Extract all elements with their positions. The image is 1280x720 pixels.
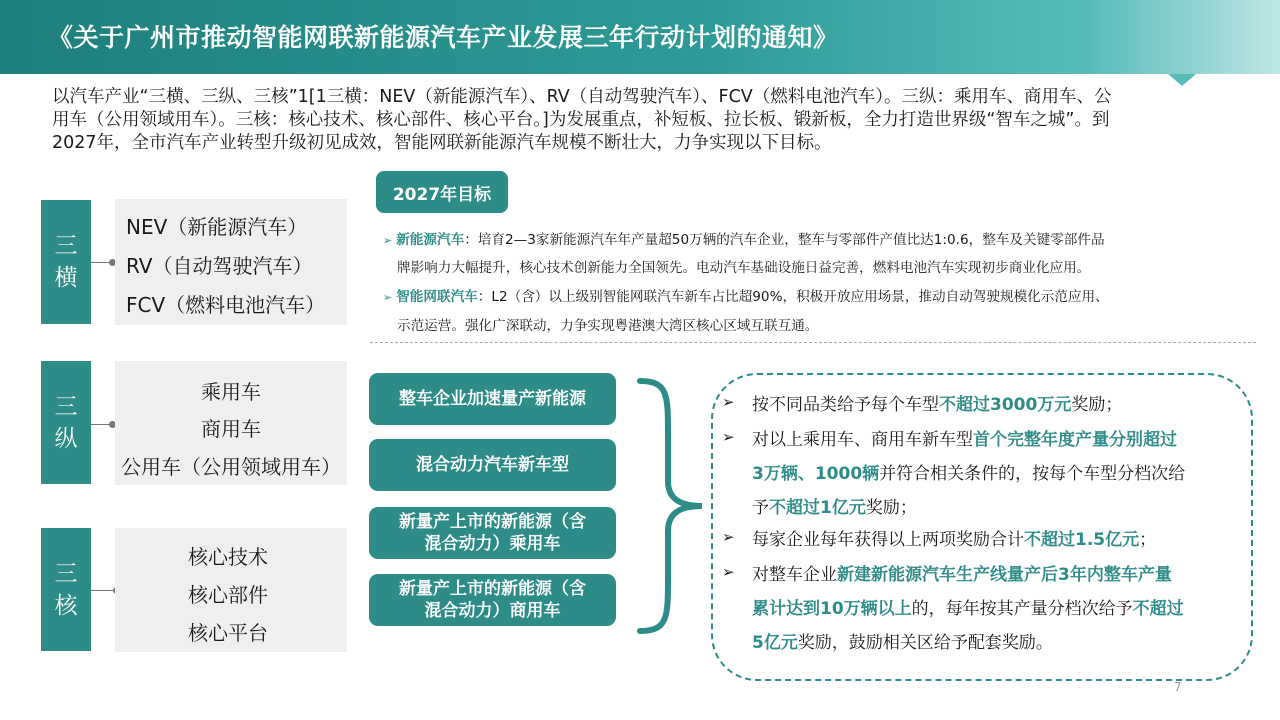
reward-highlight: 新建新能源汽车生产线量产后3年内整车产量 — [837, 565, 1172, 585]
reward-text: 对整车企业 — [752, 565, 837, 585]
reward-highlight: 5亿元 — [752, 633, 798, 653]
target-text: ：培育2—3家新能源汽车年产量超50万辆的汽车企业，整车与零部件产值比达1:0.6，整车及关键零部件品 — [464, 232, 1105, 248]
check-arrow-icon: ➢ — [722, 428, 735, 446]
group-label-vertical — [41, 361, 91, 484]
group-item: 核心部件 — [188, 583, 268, 607]
header-notch — [1168, 74, 1196, 86]
reward-highlight: 不超过3000万元 — [939, 395, 1072, 415]
arrow-right-icon: ➢ — [383, 291, 393, 304]
reward-item — [752, 560, 1172, 585]
category-pill — [369, 574, 616, 626]
group-item: FCV（燃料电池汽车） — [126, 293, 326, 317]
reward-text: 予 — [752, 498, 769, 518]
group-box-core — [115, 528, 347, 652]
reward-item-continuation — [752, 493, 917, 518]
pill-text: 混合动力）乘用车 — [424, 534, 561, 554]
group-item: 核心技术 — [188, 545, 268, 569]
reward-text: 对以上乘用车、商用车新车型 — [752, 430, 973, 450]
group-label-char: 三 — [54, 233, 78, 259]
target-text: 示范运营。强化广深联动，力争实现粤港澳大湾区核心区域互联互通。 — [397, 318, 819, 334]
intro-line: 2027年，全市汽车产业转型升级初见成效，智能网联新能源汽车规模不断壮大，力争实现以下目标。 — [52, 133, 832, 153]
category-pill — [369, 507, 616, 559]
category-pill — [369, 439, 616, 491]
reward-text: 并符合相关条件的，按每个车型分档次给 — [879, 464, 1186, 484]
group-label-char: 纵 — [54, 425, 78, 452]
check-arrow-icon: ➢ — [722, 563, 735, 581]
pill-text: 混合动力）商用车 — [424, 601, 561, 621]
group-item: 核心平台 — [188, 621, 268, 645]
intro-line: 以汽车产业“三横、三纵、三核”1[1三横：NEV（新能源汽车）、RV（自动驾驶汽车）、FCV（燃料电池汽车）。三纵：乘用车、商用车、公 — [52, 87, 1112, 107]
reward-highlight: 不超过 — [1132, 599, 1184, 619]
reward-item — [752, 425, 1177, 450]
page-number: 7 — [1174, 680, 1182, 694]
reward-text: ； — [1139, 530, 1157, 550]
group-label-char: 三 — [54, 393, 78, 420]
section-divider — [370, 342, 1256, 343]
group-label-horizontal — [41, 200, 91, 324]
target-text: ：L2（含）以上级别智能网联汽车新车占比超90%，积极开放应用场景，推动自动驾驶规模化示范应用、 — [477, 289, 1109, 305]
pill-text: 整车企业加速量产新能源 — [399, 389, 586, 409]
group-label-core — [41, 528, 91, 651]
group-label-char: 三 — [54, 560, 78, 587]
reward-item-continuation — [752, 459, 1185, 484]
target-label: 新能源汽车 — [396, 232, 465, 248]
reward-text: 的，每年按其产量分档次给予 — [911, 599, 1133, 619]
reward-highlight: 首个完整年度产量分别超过 — [973, 430, 1177, 450]
pill-text: 新量产上市的新能源（含 — [399, 512, 586, 532]
intro-line: 用车（公用领域用车）。三核：核心技术、核心部件、核心平台。]为发展重点，补短板、拉长板、锻新板，全力打造世界级“智车之城”。到 — [52, 110, 1110, 130]
group-item: 商用车 — [201, 417, 261, 441]
connector-line — [91, 590, 113, 591]
intro-paragraph — [52, 86, 1230, 155]
connector-line — [91, 424, 111, 425]
reward-highlight: 不超过1亿元 — [769, 498, 866, 518]
reward-highlight: 3万辆、1000辆 — [752, 464, 880, 484]
target-bullet-continuation — [397, 256, 1090, 276]
reward-text: 奖励； — [865, 498, 917, 518]
page-title: 《关于广州市推动智能网联新能源汽车产业发展三年行动计划的通知》 — [48, 23, 839, 52]
target-bullet-nev — [383, 228, 1105, 248]
target-bullet-continuation — [397, 314, 818, 334]
reward-highlight: 累计达到10万辆以上 — [752, 599, 912, 619]
reward-text: 奖励，鼓励相关区给予配套奖励。 — [797, 633, 1053, 653]
arrow-right-icon: ➢ — [383, 234, 393, 247]
group-label-char: 核 — [54, 592, 78, 619]
group-item: 乘用车 — [201, 380, 261, 404]
group-item: RV（自动驾驶汽车） — [126, 254, 313, 278]
reward-item-continuation — [752, 594, 1184, 619]
connector-line — [91, 262, 111, 263]
target-label: 智能网联汽车 — [396, 289, 478, 305]
group-box-vertical — [115, 361, 347, 485]
reward-highlight: 不超过1.5亿元 — [1024, 530, 1140, 550]
check-arrow-icon: ➢ — [722, 528, 735, 546]
reward-text: 每家企业每年获得以上两项奖励合计 — [752, 530, 1024, 550]
check-arrow-icon: ➢ — [722, 393, 735, 411]
target-title-badge: 2027年目标 — [376, 171, 508, 213]
pill-text: 新量产上市的新能源（含 — [399, 579, 586, 599]
reward-item-continuation — [752, 628, 1053, 653]
curly-brace — [628, 375, 708, 637]
group-label-char: 横 — [54, 265, 78, 291]
reward-item — [752, 390, 1122, 415]
category-pill — [369, 373, 616, 425]
reward-text: 奖励； — [1071, 395, 1123, 415]
group-item: 公用车（公用领域用车） — [121, 455, 341, 479]
target-bullet-icv — [383, 285, 1109, 305]
header-bar — [0, 0, 1280, 74]
group-box-horizontal — [115, 199, 347, 325]
group-item: NEV（新能源汽车） — [126, 215, 308, 239]
pill-text: 混合动力汽车新车型 — [416, 455, 569, 475]
reward-item — [752, 525, 1156, 550]
reward-text: 按不同品类给予每个车型 — [752, 395, 939, 415]
target-text: 牌影响力大幅提升，核心技术创新能力全国领先。电动汽车基础设施日益完善，燃料电池汽车实现初步商业化应用。 — [397, 260, 1091, 276]
